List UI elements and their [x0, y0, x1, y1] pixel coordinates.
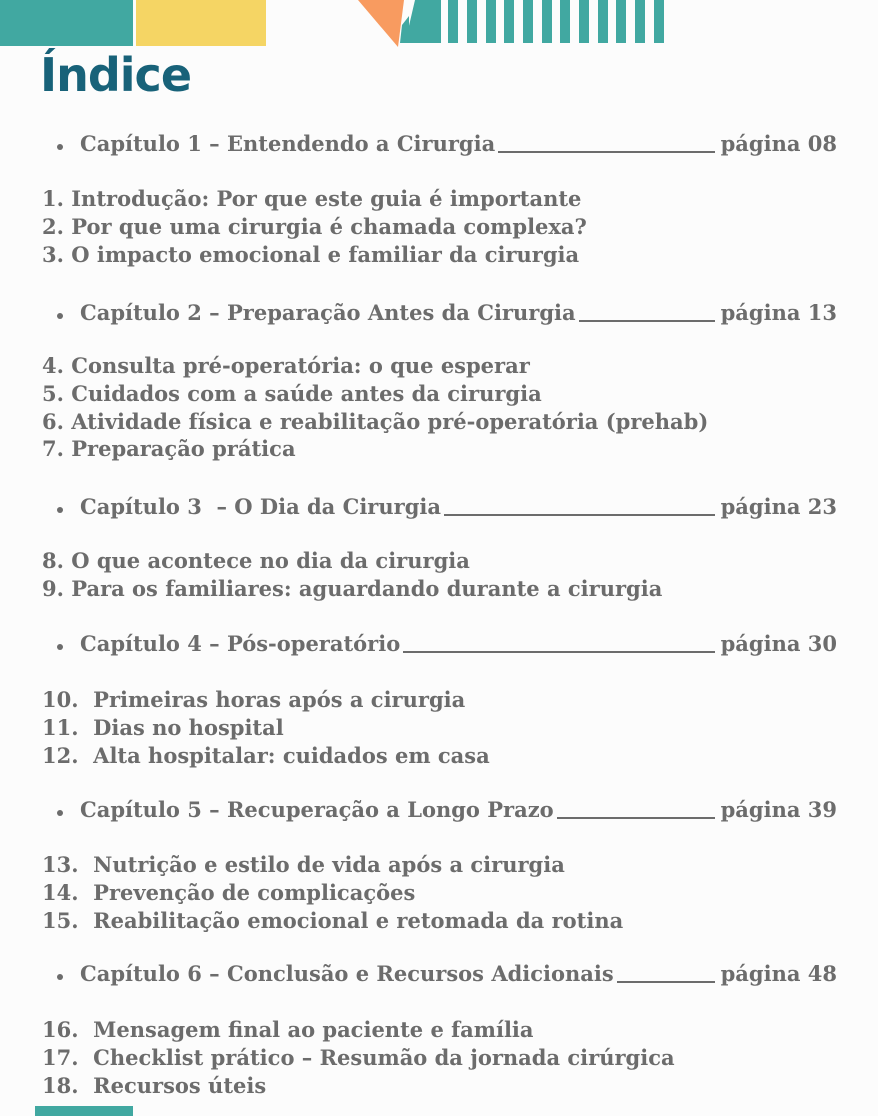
leader-line — [444, 500, 715, 516]
toc-item: 1. Introdução: Por que este guia é importante — [42, 186, 582, 211]
toc-item: 17. Checklist prático – Resumão da jornada cirúrgica — [42, 1044, 675, 1070]
bullet-icon — [57, 810, 63, 816]
leader-line — [403, 637, 714, 653]
toc-item: 13. Nutrição e estilo de vida após a cirurgia — [42, 852, 565, 877]
orange-triangle — [358, 0, 404, 47]
toc-item: 11. Dias no hospital — [42, 714, 284, 740]
leader-line — [617, 967, 715, 983]
footer-accent-bar — [35, 1106, 133, 1116]
chapter-label: Capítulo 2 – Preparação Antes da Cirurgia — [80, 300, 576, 325]
teal-slant-block — [405, 0, 441, 43]
toc-item: 4. Consulta pré-operatória: o que esperar — [42, 353, 530, 378]
chapter-row — [57, 961, 837, 991]
bullet-icon — [57, 144, 63, 150]
chapter-items — [42, 851, 623, 934]
leader-line — [498, 137, 714, 153]
chapter-items — [42, 185, 587, 268]
toc-item: 8. O que acontece no dia da cirurgia — [42, 548, 470, 573]
leader-line — [557, 803, 715, 819]
chapter-row — [57, 494, 837, 524]
chapter-items — [42, 352, 708, 463]
toc-item: 7. Preparação prática — [42, 436, 296, 462]
page-number: página 23 — [720, 494, 837, 519]
toc-item: 3. O impacto emocional e familiar da cirurgia — [42, 241, 580, 267]
toc-item: 9. Para os familiares: aguardando durante a cirurgia — [42, 575, 663, 601]
page-number: página 48 — [720, 961, 837, 986]
toc-item: 12. Alta hospitalar: cuidados em casa — [42, 742, 490, 768]
toc-item: 15. Reabilitação emocional e retomada da rotina — [42, 907, 624, 933]
bullet-icon — [57, 644, 63, 650]
toc-item: 18. Recursos úteis — [42, 1072, 267, 1098]
chapter-row — [57, 797, 837, 827]
chapter-label: Capítulo 5 – Recuperação a Longo Prazo — [80, 797, 554, 822]
toc-item: 5. Cuidados com a saúde antes da cirurgia — [42, 380, 542, 406]
bullet-icon — [57, 974, 63, 980]
bullet-icon — [57, 313, 63, 319]
page-number: página 30 — [720, 631, 837, 656]
chapter-row — [57, 300, 837, 330]
yellow-block — [136, 0, 266, 46]
toc-item: 16. Mensagem final ao paciente e família — [42, 1017, 534, 1042]
chapter-items — [42, 547, 662, 603]
toc-item: 10. Primeiras horas após a cirurgia — [42, 687, 466, 712]
chapter-label: Capítulo 3 – O Dia da Cirurgia — [80, 494, 441, 519]
header-decoration — [0, 0, 878, 50]
chapter-items — [42, 686, 490, 769]
page-title: Índice — [40, 48, 192, 102]
page-number: página 39 — [720, 797, 837, 822]
bullet-icon — [57, 507, 63, 513]
teal-block — [0, 0, 133, 46]
chapter-label: Capítulo 1 – Entendendo a Cirurgia — [80, 131, 496, 156]
leader-line — [579, 306, 715, 322]
page-number: página 13 — [720, 300, 837, 325]
toc-item: 6. Atividade física e reabilitação pré-operatória (prehab) — [42, 408, 709, 434]
chapter-items — [42, 1016, 675, 1099]
chapter-row — [57, 631, 837, 661]
chapter-row — [57, 131, 837, 161]
chapter-label: Capítulo 4 – Pós-operatório — [80, 631, 401, 656]
page-number: página 08 — [720, 131, 837, 156]
chapter-label: Capítulo 6 – Conclusão e Recursos Adicionais — [80, 961, 614, 986]
toc-item: 14. Prevenção de complicações — [42, 879, 416, 905]
toc-item: 2. Por que uma cirurgia é chamada complexa? — [42, 213, 587, 239]
teal-stripes — [448, 0, 664, 43]
